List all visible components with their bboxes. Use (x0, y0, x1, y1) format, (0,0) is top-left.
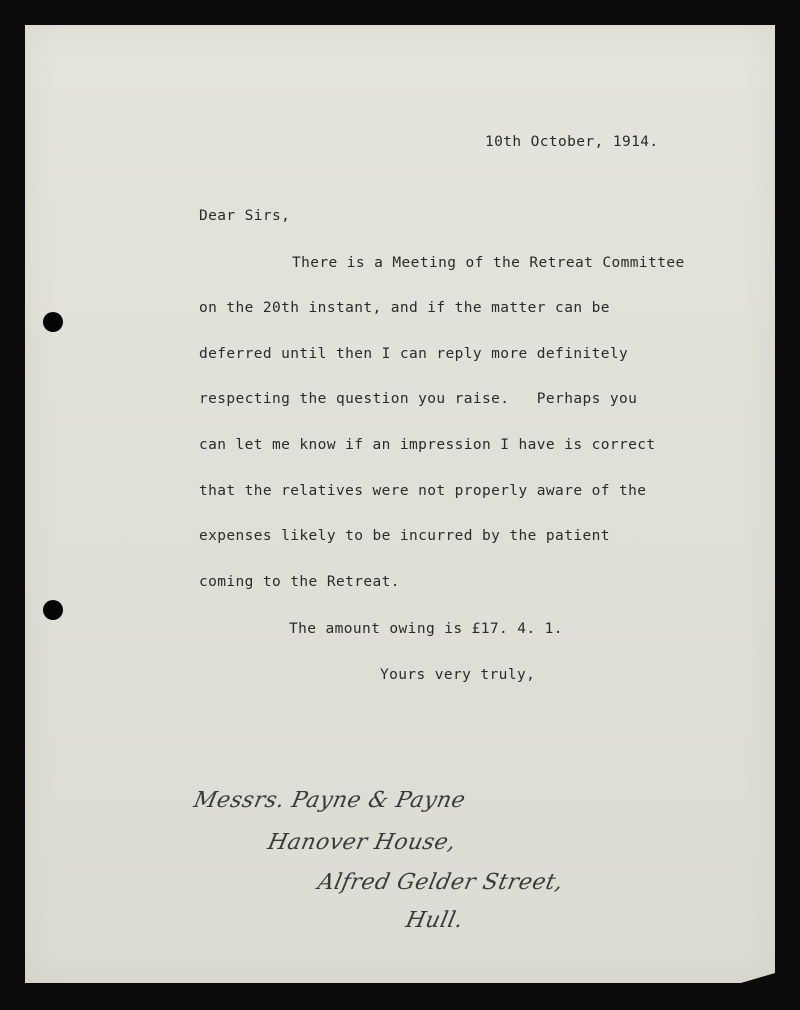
amount-owing-line: The amount owing is £17. 4. 1. (289, 621, 563, 637)
recipient-name: Messrs. Payne & Payne (191, 788, 468, 813)
body-line: on the 20th instant, and if the matter can be (199, 300, 610, 316)
body-line: expenses likely to be incurred by the patient (199, 528, 610, 544)
folded-corner (741, 973, 775, 983)
body-line: deferred until then I can reply more definitely (199, 346, 629, 362)
body-line: can let me know if an impression I have is correct (199, 437, 656, 453)
body-line: coming to the Retreat. (199, 574, 400, 590)
punch-hole-bottom (43, 600, 63, 620)
recipient-city: Hull. (403, 908, 466, 933)
recipient-address-line: Alfred Gelder Street, (315, 870, 566, 895)
recipient-address-line: Hanover House, (265, 830, 459, 855)
body-line: respecting the question you raise. Perhaps you (199, 391, 638, 407)
punch-hole-top (43, 312, 63, 332)
letter-date: 10th October, 1914. (485, 134, 659, 150)
body-line: There is a Meeting of the Retreat Committee (292, 255, 685, 271)
letter-salutation: Dear Sirs, (199, 208, 291, 224)
body-line: that the relatives were not properly aware of the (199, 483, 647, 499)
letter-closing: Yours very truly, (380, 667, 536, 683)
